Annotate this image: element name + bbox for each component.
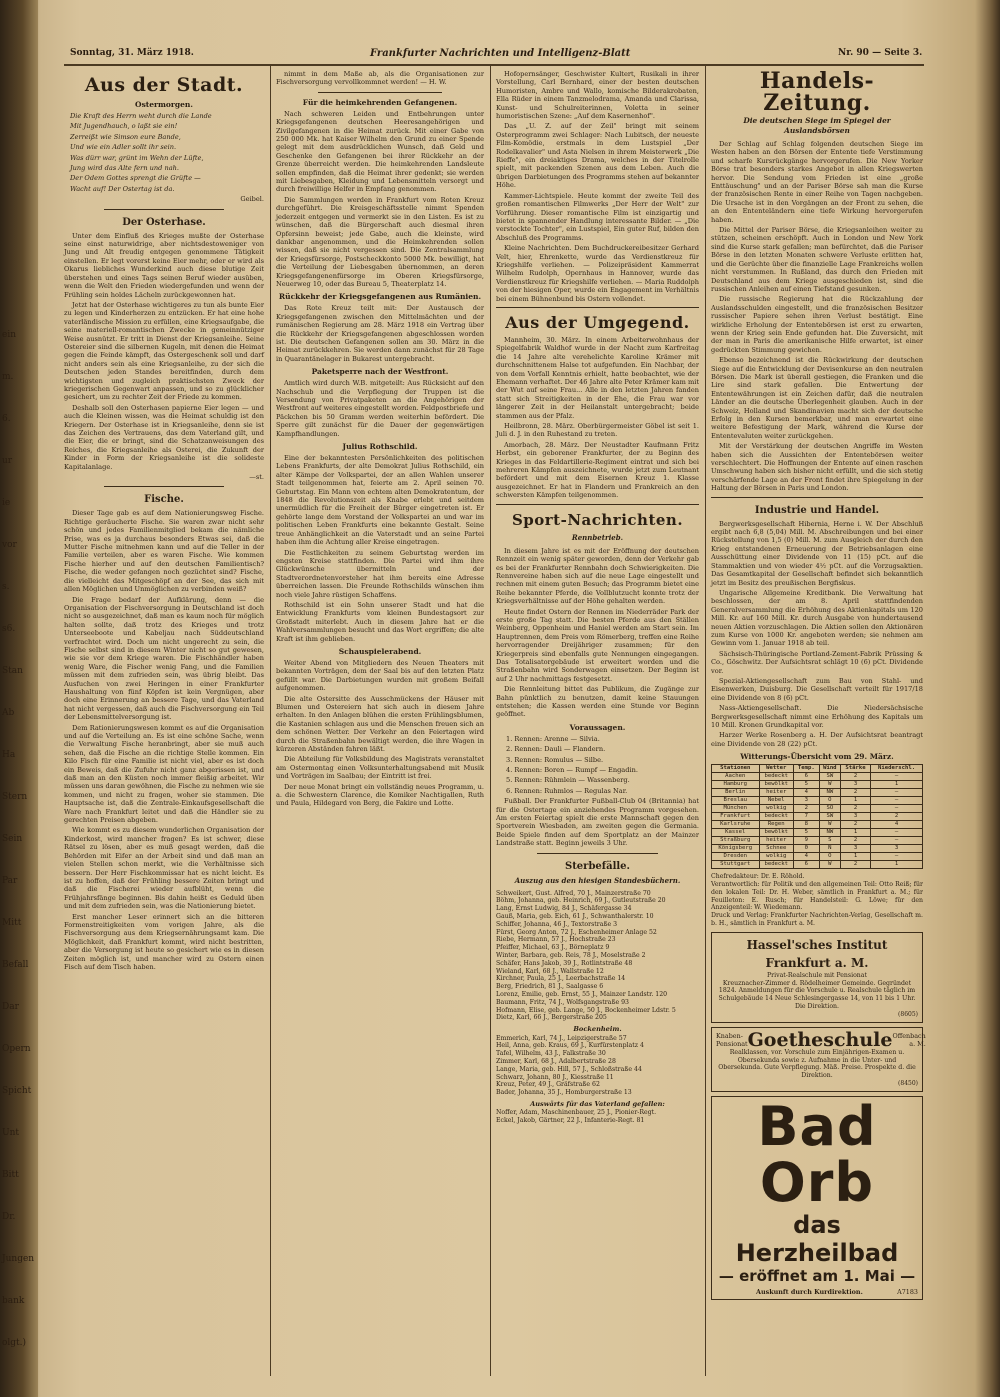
paragraph: Jetzt hat der Osterhase wichtigeres zu tun als bunte Eier zu legen und Kinderherzen zu entzücken. Er hat eine hohe vaterländische Mission zu erfüllen, eine Kriegsaufgabe, die seine materiell-romantischen Zwecke in gemeinnütziger Weise ausnützt. Er tritt in Dienst der Kriegsanleihe. Seine Ostereier sind die silbernen Kugeln, mit denen die Heimat gegen die Feinde kämpft, das Ostergeschenk soll und darf nicht anders sein als eine Kriegsanleihe, zu der sich die Deutschen jeden Standes bereitfinden, durch dem wichtigsten und zugleich praktischsten Zweck der kriegerischen Gegenwart anpassen, und so zu glücklicher gesichert, um zu rechter Zeit der Friede zu kommen. [64,300,264,402]
header-page-number: Nr. 90 — Seite 3. [838,48,923,58]
weather-cell: 0 [793,845,819,853]
death-notice: Pfeiffer, Michael, 63 J., Börneplatz 9 [496,944,610,952]
facing-page-fragment: Unt [2,1128,19,1138]
article-gefangene [276,110,484,289]
ad-text [716,1049,918,1080]
article-continuation: nimmt in dem Maße ab, als die Organisationen zur Fischversorgung vervollkommnet werden! — H. W. [276,70,484,87]
facing-page-fragment: Stern [2,792,28,802]
article-rennbetrieb [496,547,699,719]
paragraph: Amtlich wird durch W.B. mitgeteilt: Aus Rücksicht auf den Nachschub und die Verpflegung der Truppen ist die Versendung von Privatpaketen an die Angehörigen der Westfront auf weiteres eingestellt worden. Feldpostbriefe und Päckchen bis 50 Gramm werden weiterhin befördert. Die Sperre gilt zunächst für die Dauer der gegenwärtigen Kampfhandlungen. [276,379,484,438]
ad-post-label: Offenbach a. M. [892,1031,926,1048]
weather-cell: SW [819,813,840,821]
weather-column-header: Stationen [712,765,760,773]
paragraph: Kleine Nachrichten. Dem Buchdruckereibesitzer Gerhard Velt, hier, Ehrenkette, wurde das Verdienstkreuz für Kriegshilfe verliehen. — Polizeipräsident Kammerrat Wilhelm Rudolph, Opernhaus in Hannover, wurde das Verdienstkreuz für Kriegshilfe verliehen. — Maria Ruddolph von der hiesigen Oper, wurde ein Engagement im Verhältnis bei einem Bühnenbund bis Ostern vollendet. [496,244,699,303]
death-notice: Riebe, Hermann, 57 J., Hochstraße 23 [496,936,616,944]
paragraph: Eine der bekanntesten Persönlichkeiten des politischen Lebens Frankfurts, der alte Demokrat Julius Rothschild, ein alter Kämpe der Volkspartei, der an allen Wahlen unserer Stadt teilgenommen hat, feierte am 2. April seinen 70. Geburtstag. Ein Mann von echtem alten Demokratentum, der 1848 die Revolutionszeit als Knabe erlebt und seitdem unermüdlich für die Freiheit der Bürger eingetreten ist. Er gehörte lange dem Vorstand der Volkspartei an und war im politischen Leben Frankfurts eine bekannte Gestalt. Seine treue Anhänglichkeit an die Vaterstadt und an seine Partei haben ihm die Achtung aller Kreise eingetragen. [276,454,484,547]
article-title-fische: Fische. [144,494,184,506]
facing-page-fragment: Ab [2,708,15,718]
weather-row [712,773,923,781]
article-osterhase [64,232,264,471]
article-signature: —st. [249,473,264,482]
death-notice: Schäfer, Hans Jakob, 39 J., Rotlintstraße 48 [496,959,633,967]
death-notice: Dietz, Karl, 66 J., Bergerstraße 205 [496,1014,607,1022]
poem-title: Ostermorgen. [135,100,193,109]
death-notices-subtitle: Auswärts für das Vaterland gefallen: [530,1100,665,1109]
paragraph: Der neue Monat bringt ein vollständig neues Programm, u. a. die Schwestern Clarence, die Komiker Nachtigallen, Ruth und Paula, Hildegard von Berg, die Fakire und Lotte. [276,782,484,808]
weather-column-header: Temp. [793,765,819,773]
ad-bad-orb [711,1096,923,1300]
weather-cell: — [871,797,923,805]
facing-page-fragment: Bitt [2,1170,19,1180]
facing-page-fragment: s. [2,582,10,592]
column-region-sport [496,70,699,1380]
weather-cell: 1 [871,861,923,869]
weather-cell: — [871,789,923,797]
prediction-item: 6. Rennen: Ruhmlos — Regulas Nar. [506,786,628,795]
paragraph: Die Festlichkeiten zu seinem Geburtstag werden im engsten Kreise stattfinden. Die Partei wird ihm ihre Glückwünsche übermitteln und der Stadtverordnetenvorsteher hat ihm bereits eine Adresse überreichen lassen. Die Freunde Rothschilds wünschen ihm noch viele Jahre rüstigen Schaffens. [276,548,484,599]
weather-cell: NW [819,829,840,837]
paragraph: Der Schlag auf Schlag folgenden deutschen Siege im Westen haben an den Börsen der Entente tiefe Verstimmung und scharfe Kursrückgänge hervorgerufen. Die New Yorker Börse trat besonders starkes Angebot in allen Kriegswerten hervor. Die Sendung vom Frieden ist eine „große Enttäuschung" und an der Pariser Börse sah man die Kurse der französischen Rente in einer Reihe von Tagen nachgeben. Die Ursache ist in den Vorgängen an der Front zu sehen, die an den Ententeländern eine tiefe Wirkung hervorgerufen haben. [711,140,923,224]
paragraph: Rothschild ist ein Sohn unserer Stadt und hat die Entwicklung Frankfurts vom kleinen Bundestagsort zur Großstadt miterlebt. Auch in diesem Jahre hat er die Wahlversammlungen besucht und das Wort ergriffen; die alte Kraft ist ihm geblieben. [276,600,484,643]
weather-cell: wolkig [759,805,793,813]
paragraph: Erst mancher Leser erinnert sich an die bitteren Formenstreitigkeiten vom vorigen Jahre, als die Fischversorgung aus dem Kriegsernährungsamt kam. Die Möglichkeit, daß Frankfurt kommt, wird nicht bestritten, aber die Versorgung ist heute so gesichert wie es in diesen Zeiten möglich ist, und mancher wird zu Ostern einen Fisch auf dem Tisch haben. [64,912,264,971]
weather-cell: — [871,829,923,837]
weather-cell: 4 [793,853,819,861]
death-notice: Lange, Maria, geb. Hill, 57 J., Schloßstraße 44 [496,1065,642,1073]
weather-row [712,829,923,837]
weather-cell: 1 [871,781,923,789]
death-notice: Tafel, Wilhelm, 43 J., Falkstraße 30 [496,1050,606,1058]
article-subtitle-auslandsboersen: Die deutschen Siege im Spiegel der Auslandsbörsen [743,116,891,135]
death-notice: Heil, Anna, geb. Kraus, 69 J., Kurfürstenplatz 4 [496,1042,644,1050]
death-notices [496,890,699,1023]
paragraph: Unter dem Einfluß des Krieges mußte der Osterhase seine einst naturwidrige, aber nichtsdestoweniger von Jung und Alt freudig entgegen genommene Tätigkeit einstellen. Er legt vorerst keine Eier mehr, oder er wird als Okarus liebliches Wunderkind auch diese blutige Zeit überstehen und eines Tags seinen Beruf wieder ausüben, wenn die Welt den Frieden wiedergefunden und wenn der Frühling sein holdes Lächeln zurückgewonnen hat. [64,231,264,299]
paragraph: Das „U. Z. auf der Zeil" bringt mit seinem Osterprogramm zwei Schlager: Nach Lubitsch, der neueste Film-Komödie, erstmals in dem Lustspiel „Der Rodelkavalier" und Asta Nielsen in ihrem Meisterwerk „Die Rieffe", ein dreiaktiges Drama, welches in der Titelrolle spielt, mit packenden Szenen aus dem Leben. Auch die übrigen Darbietungen des Programms stehen auf bekannter Höhe. [496,122,699,190]
weather-cell: wolkig [759,853,793,861]
death-notice: Lang, Ernst Ludwig, 84 J., Schäfergasse 34 [496,905,632,913]
section-title-sport: Sport-Nachrichten. [511,510,684,529]
death-notice: Lorenz, Emilie, geb. Ernst, 55 J., Mainzer Landstr. 120 [496,991,668,999]
weather-cell: Nebel [759,797,793,805]
paragraph: Mannheim, 30. März. In einem Arbeiterwohnhaus der Spiegelfabrik Waldhof wurde in der Nacht zum Karfreitag die 14 Jahre alte verehelichte Karoline Krämer mit durchschnittenem Halse tot aufgefunden. Ein Nachbar, der von dem Vorfall Kenntnis erhielt, hatte beobachtet, wie der Ehemann verhaftet. Der 46 Jahre alte Peter Krämer kam mit der Wut auf seine Frau... Alle in den letzten Jahren fanden statt sich Streitigkeiten in der Ehe, die Frau war vor längerer Zeit in der Heilanstalt untergebracht; beide stammen aus der Pfalz. [496,335,699,420]
article-umgegend [496,336,699,500]
facing-page-fragment: Par [2,876,18,886]
ad-footer-row [716,1288,918,1296]
weather-cell: 2 [841,789,871,797]
paragraph: Dieser Tage gab es auf dem Nationierungsweg Fische. Richtige geräucherte Fische. Sie waren zwar nicht sehr schön und jedes Familienmitglied bekam die nämliche Prise, was es ja durchaus besonders Etwas sei, daß die Mutter Fische mitnehmen kann und auf die Teller in der Familie verteilen, aber es waren Fische. Wie kommen Fische hierher und auf den deutschen Familientisch? Fische, die weder gefangen noch gezüchtet sind? Fische, die vielleicht das Mitgeschöpf an der See, das sich mit allen Möglichen und Unmöglichen zu verbinden weiß? [64,509,264,594]
weather-row [712,813,923,821]
weather-cell: — [871,805,923,813]
weather-cell: 2 [841,821,871,829]
weather-cell: 5 [793,781,819,789]
weather-cell: N [819,845,840,853]
death-notice: Schwarz, Johann, 80 J., Kiesstraße 11 [496,1073,614,1081]
paragraph: Amorbach, 28. März. Der Neustadter Kaufmann Fritz Herbst, ein geborener Frankfurter, der zu Beginn des Krieges in das Feldartillerie-Regiment eintrat und sich bei mehreren Kämpfen auszeichnete, wurde jetzt zum Leutnant befördert und mit dem Eisernen Kreuz 1. Klasse ausgezeichnet. Er hat in Flandern und Frankreich an den schwersten Kämpfen teilgenommen. [496,440,699,500]
divider [537,853,659,854]
paragraph: Die russische Regierung hat die Rückzahlung der Auslandsschulden eingestellt, und die französischen Besitzer russischer Papiere sehen ihren Verlust bestätigt. Eine wirkliche Erholung der Ententebörsen ist erst zu erwarten, wenn der Krieg sein Ende gefunden hat. Die Zuversicht, mit der man in Paris die amerikanische Hilfe erwartet, ist einer gedrückten Stimmung gewichen. [711,295,923,354]
section-title-industrie-handel: Industrie und Handel. [754,504,880,516]
weather-column-header: Wind [819,765,840,773]
paragraph: Nach schweren Leiden und Entbehrungen unter Kriegsgefangenen deutschen Heeresangehörigen und Zivilgefangenen in die Heimat zurück. Mit einer Gabe von 250 000 Mk. hat Kaiser Wilhelm den Grund zu einer Spende gelegt mit dem ausdrücklichen Wunsch, daß Geld und Geschenke den Gefangenen bei ihrer Rückkehr an der Grenze überreicht werden. Die heimkehrenden Landsleute sollen empfinden, daß die Heimat ihrer gedenkt; sie werden mit Liebesgaben, Kleidung und Lebensmitteln versorgt und durch freiwillige Helfer in Empfang genommen. [276,109,484,194]
weather-column-header: Wetter [759,765,793,773]
weather-cell: bedeckt [759,813,793,821]
weather-cell: München [712,805,760,813]
weather-cell: heiter [759,837,793,845]
imprint-line: Druck und Verlag: Frankfurter Nachrichten-Verlag, Gesellschaft m. b. H., sämtlich in Frankfurt a. M. [711,912,923,927]
death-notice: Schweikert, Gust. Alfred, 70 J., Mainzerstraße 70 [496,889,651,897]
death-notice: Baumann, Fritz, 74 J., Wolfsgangstraße 93 [496,998,629,1006]
ad-note: Auskunft durch Kurdirektion. [756,1287,863,1296]
paragraph: Das Rote Kreuz teilt mit: Der Austausch der Kriegsgefangenen zwischen den Mittelmächten und der rumänischen Regierung am 28. März 1918 ein Vertrag über die Rückkehr der Kriegsgefangenen abgeschlossen worden ist. Die deutschen Gefangenen sollen am 30. März in die Heimat zurückkehren. Sie werden dann zunächst für 28 Tage in Quarantänelager in Bukarest untergebracht. [276,304,484,363]
facing-page-fragment: vor [2,540,17,550]
poem-line: Und wie ein Adler sollt ihr sein. [70,143,177,152]
ad-line: Die Direktion. [794,1002,840,1010]
article-rumaenien [276,304,484,363]
article-title-gefangene: Für die heimkehrenden Gefangenen. [302,97,458,107]
paragraph: In diesem Jahre ist es mit der Eröffnung der deutschen Rennzeit ein wenig später geworden, denn der Verkehr gab es bei der Frankfurter Rennbahn doch Schwierigkeiten. Die Rennvereine haben sich auf die neue Lage eingestellt und rechnen mit einem guten Besuch; das Programm bietet eine Reihe bekannter Pferde, die Vollblutzucht konnte trotz der Kriegsverhältnisse auf der Höhe gehalten werden. [496,546,699,606]
weather-cell: 2 [841,861,871,869]
weather-cell: Berlin [712,789,760,797]
death-notice: Noffer, Adam, Maschinenbauer, 25 J., Pionier-Regt. [496,1109,657,1117]
weather-cell: bedeckt [759,861,793,869]
paragraph: Heilbronn, 28. März. Oberbürgermeister Göbel ist seit 1. Juli d. J. in den Ruhestand zu treten. [496,422,699,439]
ad-subtitle-herzheilbad: das Herzheilbad [735,1210,899,1267]
paragraph: Die Sammlungen werden in Frankfurt vom Roten Kreuz durchgeführt. Die Kreisgeschäftsstelle nimmt Spenden jederzeit entgegen und vermerkt sie in den Listen. Es ist zu wünschen, daß die Bürgerschaft auch diesmal ihren Opfersinn beweist; jede Gabe, auch die kleinste, wird dankbar angenommen, und die Heimkehrenden sollen wissen, daß sie nicht vergessen sind. Die Zentralsammlung der Kriegsfürsorge, Postscheckkonto 5000 Mk. bewilligt, hat die Verteilung der Liebesgaben übernommen, an deren Kriegsgefangenenfürsorge im Oberen Kriegsfürsorge, Neuerweg 10, oder das Bureau 5, Theaterplatz 14. [276,195,484,288]
death-notices-bockenheim [496,1035,699,1097]
weather-row [712,845,923,853]
paragraph: Ebenso bezeichnend ist die Rückwirkung der deutschen Siege auf die Entwicklung der Devisenkurse an den neutralen Börsen. Die Mark ist überall gestiegen, die Franken und die Lire sind stark gefallen. Die Entwertung der Ententewährungen ist ein Zeichen dafür, daß die neutralen Länder an die deutsche Überlegenheit glauben. Auch in der Schweiz, Holland und Skandinavien macht sich der deutsche Erfolg in den Kursen bemerkbar, und man erwartet eine weitere Befestigung der Mark, während die Kurse der Ententevaluten weiter zurückgehen. [711,356,923,440]
facing-page-fragment: Jungen [2,1254,35,1264]
weather-title: Witterungs-Übersicht vom 29. März. [740,752,894,762]
sterbefaelle-subtitle: Auszug aus den hiesigen Standesbüchern. [514,875,681,885]
weather-cell: 4 [793,789,819,797]
weather-cell: Königsberg [712,845,760,853]
death-notice: Kreuz, Peter, 49 J., Gräfstraße 62 [496,1081,600,1089]
paragraph: Nass-Aktiengesellschaft. Die Niedersächsische Bergwerksgesellschaft nimmt eine Erhöhung des Kapitals um 10 Mill. Kronen Grundkapital vor. [711,704,923,729]
ad-line: Privat-Realschule mit Pensionat [767,971,867,979]
facing-page-fragment: bank [2,1296,25,1306]
prediction-item: 2. Rennen: Dauli — Flandern. [506,745,606,754]
poem-line: Die Kraft des Herrn weht durch die Lande [70,112,212,120]
weather-cell: 3 [841,845,871,853]
divider [711,497,923,498]
article-title-osterhase: Der Osterhase. [122,216,206,228]
article-fische [64,509,264,971]
weather-cell: Kassel [712,829,760,837]
facing-page-fragment: Stan [2,666,23,676]
weather-cell: 2 [793,805,819,813]
paragraph: Harzer Werke Rosenberg a. H. Der Aufsichtsrat beantragt eine Dividende von 28 (22) pCt. [711,731,923,748]
weather-cell: W [819,821,840,829]
weather-row [712,861,923,869]
weather-column-header: Stärke [841,765,871,773]
weather-cell: Karlsruhe [712,821,760,829]
ad-text [716,972,918,1011]
article-theater-notes [496,70,699,303]
weather-row [712,805,923,813]
prediction-item: 5. Rennen: Rühmlein — Wassenberg. [506,776,630,785]
facing-page-fragment: m. [2,372,14,382]
death-notice: Wieland, Karl, 68 J., Wallstraße 12 [496,967,604,975]
paragraph: Spezial-Aktiengesellschaft zum Bau von Stahl- und Eisenwerken, Duisburg. Die Gesellschaft verteilt für 1917/18 eine Dividende von 8 (6) pCt. [711,676,923,702]
ad-code: (8450) [898,1079,918,1087]
facing-page-fragment: Dr. [2,1212,16,1222]
paragraph: Mit der Verstärkung der deutschen Angriffe im Westen haben sich die Aussichten der Ententebörsen weiter verschlechtert. Die Hoffnungen der Entente auf einen raschen Umschwung haben sich bisher nicht erfüllt, und die sich stetig verschärfende Lage an der Front findet ihre Spiegelung in der Haltung der Börsen in Paris und London. [711,442,923,493]
weather-cell: — [871,853,923,861]
ad-hassel-institut [711,932,923,1023]
death-notices-fallen [496,1109,699,1125]
weather-cell: Stuttgart [712,861,760,869]
weather-cell: Schnee [759,845,793,853]
article-subtitle-rennbetrieb: Rennbetrieb. [571,532,624,542]
weather-row [712,853,923,861]
facing-page-fragment: ie [2,498,11,508]
column-divider [270,66,271,1376]
weather-cell: 9 [793,837,819,845]
weather-cell: 7 [793,813,819,821]
ad-title: Hassel'sches Institut Frankfurt a. M. [746,937,888,970]
weather-row [712,781,923,789]
weather-cell: 2 [841,773,871,781]
poem-line: Der Odem Gottes sprengt die Grüfte — [70,174,201,183]
death-notice: Bader, Johanna, 35 J., Homburgerstraße 13 [496,1089,632,1097]
paragraph: Hofopernsänger, Geschwister Kultert, Rusikali in ihrer Vorstellung, Carl Bernhard, einer der besten deutschen Humoristen, Ambre und Wallo, komische Bilderakrobaten, Ella Rüder in einem Tanzmelodrama, Amanda und Clarissa, Kunst- und Schulreiterinnen, Voletta in seiner humoristischen Szene: „Auf dem Kasernenhof". [496,70,699,121]
weather-cell: Regen [759,821,793,829]
weather-row [712,821,923,829]
weather-cell: SO [819,805,840,813]
weather-cell: Dresden [712,853,760,861]
article-auslandsboersen [711,140,923,493]
weather-cell: Frankfurt [712,813,760,821]
paragraph: Kammer-Lichtspiele. Heute kommt der zweite Teil des großen romantischen Filmwerks „Der Herr der Welt" zur Vorführung. Dieser romantische Film ist einzigartig und bietet in spannender Handlung interessante Bilder. — „Die verstockte Tochter", ein Lustspiel, Ein guter Ruf, bilden den Abschluß des Programms. [496,191,699,242]
article-title-schauspielerabend: Schauspielerabend. [338,646,422,656]
weather-cell: Straßburg [712,837,760,845]
facing-page-fragment: Dar [2,1002,19,1012]
column-divider [490,66,491,1376]
prediction-item: 4. Rennen: Boren — Rumpf — Engadin. [506,766,638,775]
section-title-umgegend: Aus der Umgegend. [505,312,690,332]
poem-line: Mit Jugendhauch, o laßt sie ein! [70,122,178,131]
ad-code: A7183 [897,1287,918,1296]
header-masthead: Frankfurter Nachrichten und Intelligenz-Blatt [370,48,631,59]
death-notice: Kirchner, Paula, 25 J., Leerbachstraße 14 [496,975,626,983]
facing-page-fragment: ur [2,456,13,466]
weather-cell: O [819,797,840,805]
imprint-line: Chefredakteur: Dr. E. Röhold. [711,873,805,881]
poem-line: Jung wird das Alte fern und nah. [70,164,179,173]
header-rule [64,64,924,66]
weather-cell: S [819,837,840,845]
facing-page-fragment: s6. [2,624,16,634]
weather-cell: Aachen [712,773,760,781]
poem-line: Wacht auf! Der Ostertag ist da. [70,184,175,193]
death-notice: Emmerich, Karl, 74 J., Leipzigerstraße 57 [496,1034,627,1042]
weather-cell: 1 [841,829,871,837]
article-title-paketsperre: Paketsperre nach der Westfront. [311,367,449,377]
weather-table [711,764,923,869]
weather-cell: 8 [793,821,819,829]
divider [318,92,443,93]
weather-row [712,797,923,805]
predictions-list [496,735,699,795]
weather-cell: — [871,837,923,845]
paragraph: Die alte Ostersitte des Ausschmückens der Häuser mit Blumen und Ostereiern hat sich auch in diesem Jahre erhalten. In den Anlagen blühen die ersten Frühlingsblumen, die Kastanien schlagen aus und die Menschen freuen sich an dem schönen Wetter. Der Verkehr an den Feiertagen wird durch die Straßenbahn bewältigt werden, die ihre Wagen in kürzeren Abständen fahren läßt. [276,694,484,754]
death-notice: Eckel, Jakob, Gärtner, 22 J., Infanterie-Regt. 81 [496,1117,645,1125]
weather-cell: — [871,773,923,781]
article-title-rothschild: Julius Rothschild. [342,442,418,452]
weather-cell: 1 [841,853,871,861]
imprint-line: Verantwortlich: für Politik und den allgemeinen Teil: Otto Reiß; für den lokalen Teil: Dr. H. Weber, sämtlich in Frankfurt a. M.; für Feuilleton: E. Rusch; für Handelsteil: G. Löwe; für den Anzeigenteil: W. Wiedemann. [711,881,923,912]
ad-title: Goetheschule [747,1028,893,1051]
weather-cell: W [819,861,840,869]
poem-line: Was dürr war, grünt im Wehn der Lüfte, [70,153,204,162]
divider [104,209,224,210]
prediction-item: 1. Rennen: Arenne — Silvia. [506,734,600,743]
ad-code: (8605) [898,1010,918,1018]
death-notice: Böhm, Johanna, geb. Heinrich, 69 J., Gutleutstraße 20 [496,897,666,905]
weather-cell: SW [819,773,840,781]
weather-cell: W [819,781,840,789]
section-title-aus-der-stadt: Aus der Stadt. [84,74,244,96]
weather-table-body [712,773,923,869]
weather-cell: bewölkt [759,829,793,837]
weather-cell: O [819,853,840,861]
article-paketsperre [276,379,484,438]
death-notice: Schiffer, Johanna, 46 J., Textorstraße 3 [496,920,618,928]
ad-goetheschule [711,1027,926,1092]
ad-line: Realklassen, vor. Vorschule zum Einjährigen-Examen u. Obersekunda sowie z. Aufnahme in die Unter- und Obersekunda. Gute Verpflegung. Mäß. Preise. Prospekte d. die Direktion. [718,1048,916,1080]
facing-page-fragment: Opern [2,1044,31,1054]
paragraph: Ungarische Allgemeine Kreditbank. Die Verwaltung hat beschlossen, der am 8. April stattfindenden Generalversammlung die Erhöhung des Aktienkapitals um 120 Mill. Kr. auf 160 Mill. Kr. durch Ausgabe von hundertausend neuen Aktien vorzuschlagen. Die Aktien sollen den Aktionären zum Kurse von 1000 Kr. angeboten werden; sie nehmen am Gewinn vom 1. Januar 1918 ab teil. [711,588,923,648]
weather-cell: 3 [841,813,871,821]
paragraph: Fußball. Der Frankfurter Fußball-Club 04 (Britannia) hat für die Ostertage ein anziehendes Programm vorgesehen. Am ersten Feiertag spielt die erste Mannschaft gegen den Sportverein Wiesbaden, am zweiten gegen die Germania. Beide Spiele finden auf dem Sportplatz an der Mainzer Landstraße statt. Beginn jeweils 3 Uhr. [496,797,699,848]
column-local-news-2 [276,70,484,1380]
ad-opening-date: — eröffnet am 1. Mai — [718,1266,916,1285]
weather-cell: bedeckt [759,773,793,781]
column-divider [705,66,706,1376]
weather-cell: heiter [759,789,793,797]
facing-page-fragment: Mitt [2,918,22,928]
ad-header-row [716,1028,926,1051]
header-date: Sonntag, 31. März 1918. [70,48,194,58]
section-title-sterbefaelle: Sterbefälle. [564,860,631,872]
weather-cell: 6 [793,861,819,869]
paragraph: Die Frage bedarf der Aufklärung, denn — die Organisation der Fischversorgung in Deutschland ist doch nicht so ausgezeichnet, daß man es kaum noch für möglich halten sollte, daß trotz des Krieges und trotz Unterseeboote und Kabeljau nach Süddeutschland verfrachtet wird. Doch um nicht ungerecht zu sein, die Fische selbst sind in diesem Winter nicht so gut gewesen, wie sie vor dem Kriege waren. Die Fischhändler haben wenig Ware, die Fischer wenig Fang, und die Familien müssen mit dem zufrieden sein, was übrig bleibt. Das Ausfuchen von zwei Heringen in einer Frankfurter Haushaltung von fünf Köpfen ist kein Vergnügen, aber doch eine Erinnerung an bessere Tage, und das Vaterland hat nicht vergessen, daß auch die Fischversorgung ein Teil der Lebensmittelversorgung ist. [64,595,264,722]
paragraph: Die Rennleitung bittet das Publikum, die Zugänge zur Bahn pünktlich zu benutzen, damit keine Stauungen entstehen; die Kassen werden eine Stunde vor Beginn geöffnet. [496,685,699,719]
article-fussball [496,797,699,847]
paragraph: Die Abteilung für Volksbildung des Magistrats veranstaltet am Ostermontag einen Volksunterhaltungsabend mit Musik und Vorträgen im Saalbau; der Eintritt ist frei. [276,755,484,781]
facing-page-fragment: ein [2,330,17,340]
weather-table-header [712,765,923,773]
column-handels-zeitung [711,68,926,1380]
divider [496,307,699,308]
weather-cell: bewölkt [759,781,793,789]
weather-cell: 1 [841,797,871,805]
poem-signature: Geibel. [240,195,264,204]
predictions-title: Voraussagen. [569,722,626,732]
facing-page-fragment: olgt.) [2,1338,27,1348]
weather-cell: 3 [871,845,923,853]
facing-page-fragment: Sein [2,834,23,844]
divider [104,486,224,487]
ad-line: Kreuznacher-Zimmer d. Rödelheimer Gemeinde. Gegründet 1824. Anmeldungen für die Vorschule u. Realschule täglich im Schulgebäude 14 Neue Schlesingergasse 14, von 11 bis 1 Uhr. [718,979,916,1003]
death-notice: Gauß, Maria, geb. Eich, 61 J., Schwanthalerstr. 10 [496,913,654,921]
weather-cell: 4 [871,821,923,829]
death-notices-subtitle: Bockenheim. [573,1025,622,1034]
weather-cell: Breslau [712,797,760,805]
death-notice: Zimmer, Karl, 68 J., Adalbertstraße 28 [496,1058,616,1066]
article-rothschild [276,454,484,643]
weather-cell: 5 [793,829,819,837]
article-title-rumaenien: Rückkehr der Kriegsgefangenen aus Rumänien. [278,292,482,302]
weather-row [712,837,923,845]
weather-cell: 3 [793,797,819,805]
weather-cell: 2 [871,813,923,821]
facing-page-fragment: Befall [2,960,29,970]
ad-title-bad-orb: Bad Orb [757,1094,877,1214]
paragraph: Bergwerksgesellschaft Hibernia, Herne i. W. Der Abschluß ergibt nach 6,8 (5,04) Mill. M. Abschreibungen und bei einer Rückstellung von 1,5 (0) Mill. M. zum Ausgleich der durch den Krieg entstandenen Erneuerung der Betriebsanlagen eine Ausschüttung einer Dividende von 11 (15) pCt. auf die Stammaktien und von wieder 4½ pCt. auf die Vorzugsaktien. Das Gesamtkapital der Gesellschaft befindet sich bekanntlich jetzt im Besitz des preußischen Bergfiskus. [711,519,923,587]
weather-cell: 6 [793,773,819,781]
binding-spine [0,0,38,1397]
paragraph: Wie kommt es zu diesem wunderlichen Organisation der Kinderkost, wird mancher fragen? Es ist schwer, diese Rätsel zu lösen, aber es muß gesagt werden, daß die Behörden mit Eifer an der Arbeit sind und daß man an vielen Stellen schon merkt, wie die Verhältnisse sich bessern. Der Herr Fischkommissar hat es nicht leicht. Es ist zu hoffen, daß der Frühling bessere Zeiten bringt und daß die Fischerei wieder aufblüht, wenn die Frühjahrsfänge beginnen. Bis dahin heißt es Geduld üben und mit dem zufrieden sein, was die Nationierung bietet. [64,826,264,911]
weather-cell: 2 [841,837,871,845]
death-notice: Winter, Barbara, geb. Reis, 78 J., Moselstraße 2 [496,952,646,960]
paragraph: Die Mittel der Pariser Börse, die Kriegsanleihen weiter zu stützen, scheinen erschöpft. Auch in London und New York sind die Kurse stark gefallen; man befürchtet, daß die Pariser Börse in den letzten Monaten schwere Verluste erlitten hat, und die Gerüchte über die finanzielle Lage Frankreichs wollen nicht verstummen. In Rußland, das durch den Frieden mit Deutschland aus dem Kriege ausgeschieden ist, sind die russischen Anleihen auf einen Tiefstand gesunken. [711,226,923,293]
prediction-item: 3. Rennen: Romulus — Silbe. [506,755,604,764]
facing-page-fragment: 6. [2,414,11,424]
weather-cell: NW [819,789,840,797]
death-notice: Hofmann, Elise, geb. Lange, 50 J., Bockenheimer Ldstr. 5 [496,1006,676,1014]
weather-column-header: Niederschl. [871,765,923,773]
poem [64,112,264,193]
article-schauspielerabend [276,659,484,808]
paragraph: Heute findet Ostern der Rennen im Niederräder Park der erste große Tag statt. Die besten Pferde aus den Ställen Weinberg, Oppenheim und Haniel werden am Start sein. Im Hauptrennen, dem Preis vom Römerberg, treffen eine Reihe hervorragender Dreijähriger zusammen; für den Kriegerpreis sind ebenfalls gute Nennungen eingegangen. Das Totalisatorgebäude ist erweitert worden und die Straßenbahn wird Sonderwagen einsetzen. Der Beginn ist auf 2 Uhr nachmittags festgesetzt. [496,607,699,683]
imprint [711,873,923,928]
weather-row [712,789,923,797]
death-notice: Fürst, Georg Anton, 72 J., Eschenheimer Anlage 52 [496,928,657,936]
divider [496,504,699,505]
article-industrie-handel [711,520,923,749]
death-notice: Berg, Friedrich, 81 J., Saalgasse 6 [496,983,604,991]
weather-cell: 3 [841,781,871,789]
weather-cell: 2 [841,805,871,813]
paragraph: Dem Rationierungswesen kommt es auf die Organisation und auf die Verteilung an. Es ist eine schöne Sache, wenn die Verwaltung Fische heranbringt, aber sie muß auch sehen, daß die Fische an die richtige Stelle kommen. Ein Kilo Fisch für eine Familie ist nicht viel, aber es ist doch ein Beweis, daß die Zufuhr nicht ganz abgerissen ist, und daß man an den Küsten noch immer fleißig arbeitet. Wir müssen uns daran gewöhnen, die Fische zu nehmen wie sie kommen, und nicht zu fragen, woher sie stammen. Die Hauptsache ist, daß die Zentrale-Einkaufsgesellschaft die Ware nach Frankfurt leitet und daß die Händler sie zu gerechten Preisen abgeben. [64,723,264,825]
weather-cell: Hamburg [712,781,760,789]
paragraph: Weiter Abend von Mitgliedern des Neuen Theaters mit bekannten Vorträgen, dem der Saal bis auf den letzten Platz gefüllt war. Die Darbietungen wurden mit großem Beifall aufgenommen. [276,658,484,693]
poem-line: Zerreißt wie Simson eure Bande, [70,132,181,141]
column-local-news [64,70,264,1380]
facing-page-fragment: Spicht [2,1086,32,1096]
ad-pre-label: Knaben-Pensionat [716,1031,748,1048]
paragraph: Sächsisch-Thüringische Portland-Zement-Fabrik Prüssing & Co., Göschwitz. Der Aufsichtsrat schlägt 10 (6) pCt. Dividende vor. [711,649,923,675]
paragraph: Deshalb soll den Osterhasen papierne Eier legen — und auch die Kleinen wissen, was die Heimat schuldig ist den Kriegern. Der Osterhase ist in Kriegsanleihe, denn sie ist das Zeichen des Vertrauens, das dem Vaterland gilt, und die Eier, die er bringt, sind die Schatzanweisungen des Reiches, die Kriegsanleihe als Osterei, die Zukunft der Kinder in Form der Kriegsanleihe ist die solideste Kapitalanlage. [64,403,264,471]
facing-page-fragment: Ha [2,750,16,760]
section-title-handels-zeitung: Handels-Zeitung. [759,68,875,116]
